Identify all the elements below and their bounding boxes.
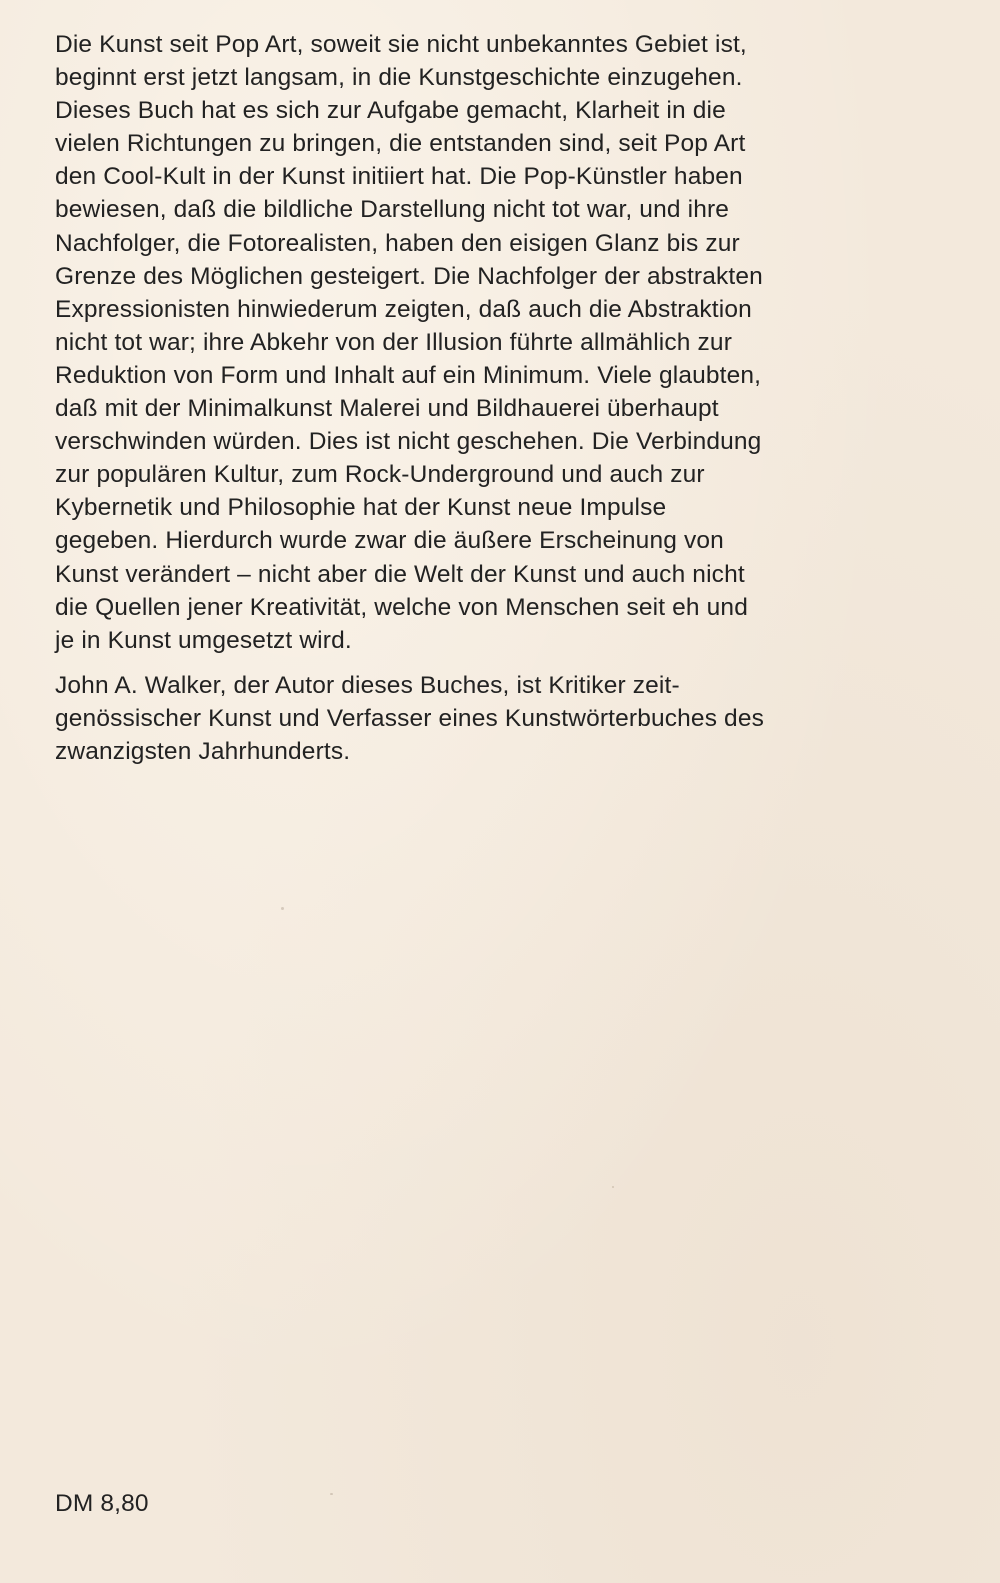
text-line: je in Kunst umgesetzt wird. xyxy=(55,626,352,654)
text-line: John A. Walker, der Autor dieses Buches, ist Kritiker zeit- xyxy=(55,671,680,699)
text-line: nicht tot war; ihre Abkehr von der Illusion führte allmählich zur xyxy=(55,328,733,356)
text-line: beginnt erst jetzt langsam, in die Kunstgeschichte einzugehen. xyxy=(55,64,743,92)
text-line: daß mit der Minimalkunst Malerei und Bildhauerei überhaupt xyxy=(55,395,719,423)
text-line: Grenze des Möglichen gesteigert. Die Nachfolger der abstrakten xyxy=(55,262,763,290)
text-line: verschwinden würden. Dies ist nicht geschehen. Die Verbindung xyxy=(55,428,762,456)
text-line: die Quellen jener Kreativität, welche von Menschen seit eh und xyxy=(55,593,748,621)
text-line: Kunst verändert – nicht aber die Welt der Kunst und auch nicht xyxy=(55,560,745,588)
text-line: vielen Richtungen zu bringen, die entstanden sind, seit Pop Art xyxy=(55,130,746,158)
paper-speck xyxy=(612,1186,614,1188)
text-line: den Cool-Kult in der Kunst initiiert hat. Die Pop-Künstler haben xyxy=(55,163,743,191)
paper-speck xyxy=(281,907,284,910)
text-line: Nachfolger, die Fotorealisten, haben den eisigen Glanz bis zur xyxy=(55,229,740,257)
text-line: genössischer Kunst und Verfasser eines Kunstwörterbuches des xyxy=(55,704,765,732)
text-line: zwanzigsten Jahrhunderts. xyxy=(55,737,351,765)
text-line: Expressionisten hinwiederum zeigten, daß auch die Abstraktion xyxy=(55,295,752,323)
text-line: Dieses Buch hat es sich zur Aufgabe gemacht, Klarheit in die xyxy=(55,97,726,125)
paper-speck xyxy=(330,1493,333,1495)
text-line: bewiesen, daß die bildliche Darstellung nicht tot war, und ihre xyxy=(55,196,730,224)
text-line: Kybernetik und Philosophie hat der Kunst neue Impulse xyxy=(55,494,667,522)
price-label: DM 8,80 xyxy=(55,1490,149,1517)
text-line: Reduktion von Form und Inhalt auf ein Minimum. Viele glaubten, xyxy=(55,361,762,389)
text-line: zur populären Kultur, zum Rock-Underground und auch zur xyxy=(55,461,705,489)
text-line: Die Kunst seit Pop Art, soweit sie nicht unbekanntes Gebiet ist, xyxy=(55,31,747,58)
author-paragraph xyxy=(55,669,955,768)
description-paragraph xyxy=(55,28,955,657)
blurb-text xyxy=(55,28,955,768)
text-line: gegeben. Hierdurch wurde zwar die äußere Erscheinung von xyxy=(55,527,724,555)
